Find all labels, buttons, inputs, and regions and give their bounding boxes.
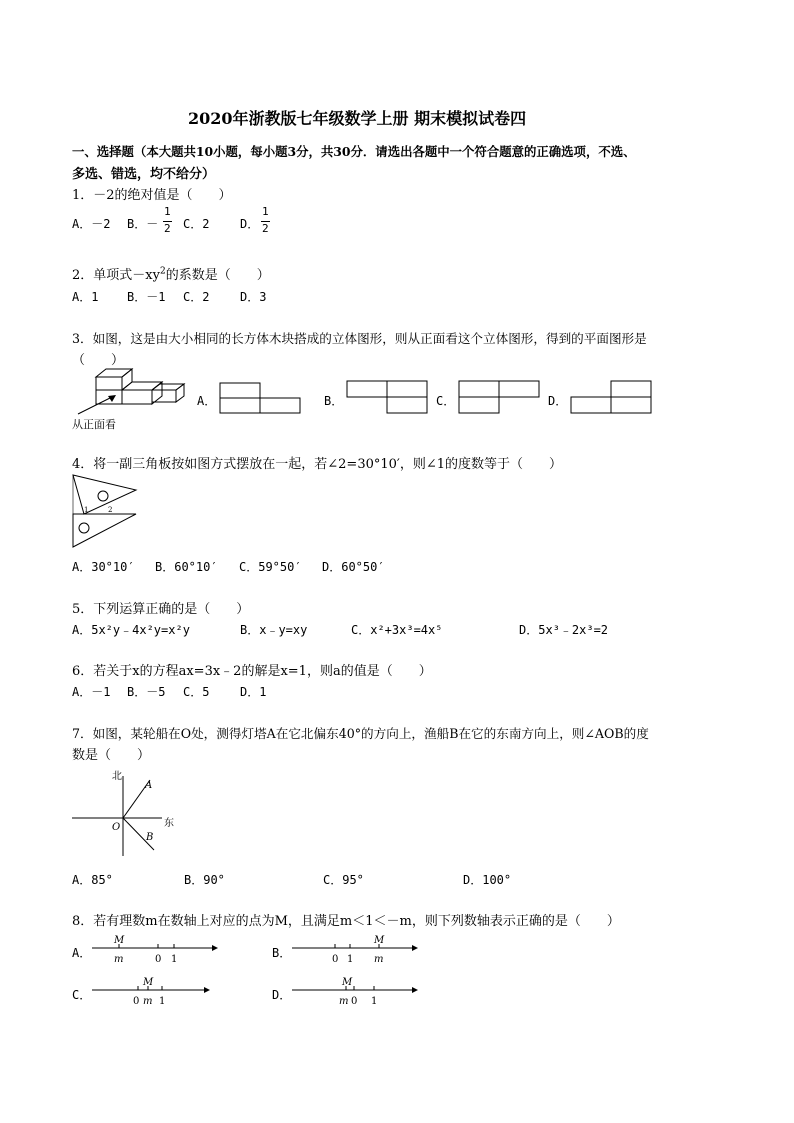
q3-stem-line1: 3．如图，这是由大小相同的长方体木块搭成的立体图形，则从正面看这个立体图形，得到的平面图形是 [72,331,647,346]
q8-d-m: m [339,996,349,1007]
q8-a-one: 1 [171,954,178,965]
q4-option-b: B．60°10′ [155,560,218,574]
q3-option-d: D． [548,394,568,408]
q8-b-m: m [374,954,384,965]
q7-option-c: C．95° [323,873,364,887]
q5-option-a: A．5x²y﹣4x²y=x²y [72,623,190,637]
q4-option-d: D．60°50′ [322,560,385,574]
q8-a-M: M [114,935,125,946]
q3-option-b: B． [324,394,344,408]
q6-option-d: D．1 [240,685,267,699]
q3-back-block-side [176,384,184,402]
q6-option-c: C．5 [183,685,210,699]
q8-option-d: D． [272,988,292,1002]
q3-right-block-front [122,390,152,404]
q3-back-block-front [152,390,176,402]
q1-option-a: A．－2 [72,217,111,231]
q4-angle-1-label: 1 [84,506,89,514]
q8-d-M: M [342,977,353,988]
q2-stem-a: 2．单项式－xy [72,268,160,283]
q8-b-M: M [374,935,385,946]
q2-stem-b: 的系数是（ ） [165,268,270,283]
q3-right-block-top [122,382,162,390]
q2-exponent: 2 [159,266,166,277]
q7-option-a: A．85° [72,873,113,887]
q8-c-one: 1 [159,996,166,1007]
q3-top-block-side [122,369,132,390]
q3-stem-line2: （ ） [72,353,125,368]
q5-stem: 5．下列运算正确的是（ ） [72,602,250,617]
q4-lower-triangle [73,514,136,547]
q3-option-b-figure [346,380,430,416]
q4-triangles-figure [70,474,150,552]
q8-option-c-numberline [92,974,222,1008]
q2-option-d: D．3 [240,290,267,304]
section-heading-line1: 一、选择题（本大题共10小题，每小题3分，共30分．请选出各题中一个符合题意的正确选项，不选、 [72,144,636,159]
q4-upper-triangle-hole [98,491,108,501]
q8-c-M: M [143,977,154,988]
q5-option-d: D．5x³﹣2x³=2 [519,623,609,637]
q1-option-c: C．2 [183,217,210,231]
q3-top-block-front [96,377,122,390]
q3-option-a-figure [219,382,303,416]
q1-stem: 1．－2的绝对值是（ ） [72,188,232,203]
q4-lower-triangle-hole [79,523,89,533]
q1-fraction-b-den: 2 [164,222,171,235]
q1-option-b: B．－ [127,217,159,231]
q5-option-b: B．x﹣y=xy [240,623,308,637]
q7-option-d: D．100° [463,873,512,887]
section-heading-line2: 多选、错选，均不给分） [72,167,216,182]
q7-option-b: B．90° [184,873,225,887]
q4-angle-2-label: 2 [108,506,113,514]
q1-fraction-b-num: 1 [164,205,171,218]
q8-b-one: 1 [347,954,354,965]
q7-point-o: O [112,822,121,833]
q6-option-a: A．－1 [72,685,111,699]
q8-b-zero: 0 [332,954,339,965]
q8-a-zero: 0 [155,954,162,965]
q4-option-c: C．59°50′ [239,560,302,574]
q8-option-b-numberline [292,932,422,966]
q8-option-a: A． [72,946,92,960]
q4-option-a: A．30°10′ [72,560,135,574]
q1-fraction-d-num: 1 [262,205,269,218]
q8-option-d-numberline [292,974,422,1008]
q3-right-block-side [152,382,162,404]
q8-option-b: B． [272,946,292,960]
q7-direction-figure [70,766,190,860]
q7-north-label: 北 [112,771,122,782]
q2-option-c: C．2 [183,290,210,304]
q8-c-m: m [143,996,153,1007]
q4-upper-triangle [73,475,136,514]
q6-stem: 6．若关于x的方程ax=3x﹣2的解是x=1，则a的值是（ ） [72,664,432,679]
q3-view-label: 从正面看 [72,418,116,431]
q2-option-a: A．1 [72,290,99,304]
q4-stem: 4．将一副三角板按如图方式摆放在一起，若∠2=30°10′，则∠1的度数等于（ ） [72,457,563,472]
q8-stem: 8．若有理数m在数轴上对应的点为M，且满足m＜1＜－m，则下列数轴表示正确的是（ ） [72,914,620,929]
q3-option-d-figure [570,380,654,416]
q2-option-b: B．－1 [127,290,166,304]
q3-option-c: C． [436,394,456,408]
q7-stem-line2: 数是（ ） [72,748,151,763]
q3-option-c-figure [458,380,542,416]
q5-option-c: C．x²+3x³=4x⁵ [351,623,443,637]
q8-option-c: C． [72,988,92,1002]
q1-fraction-d-den: 2 [262,222,269,235]
q2-stem [72,264,270,283]
q6-option-b: B．－5 [127,685,166,699]
q8-c-zero: 0 [133,996,140,1007]
q3-option-a: A． [197,394,217,408]
q7-point-a: A [145,780,153,791]
q1-option-d: D． [240,217,260,231]
q7-stem-line1: 7．如图，某轮船在O处，测得灯塔A在它北偏东40°的方向上，渔船B在它的东南方向上，则∠AOB的度 [72,726,649,741]
q8-d-one: 1 [371,996,378,1007]
q7-point-b: B [146,832,154,843]
q7-east-label: 东 [164,818,174,829]
q8-a-m: m [114,954,124,965]
q8-d-zero: 0 [351,996,358,1007]
q8-option-a-numberline [92,932,222,966]
page-title: 2020年浙教版七年级数学上册 期末模拟试卷四 [188,109,527,128]
